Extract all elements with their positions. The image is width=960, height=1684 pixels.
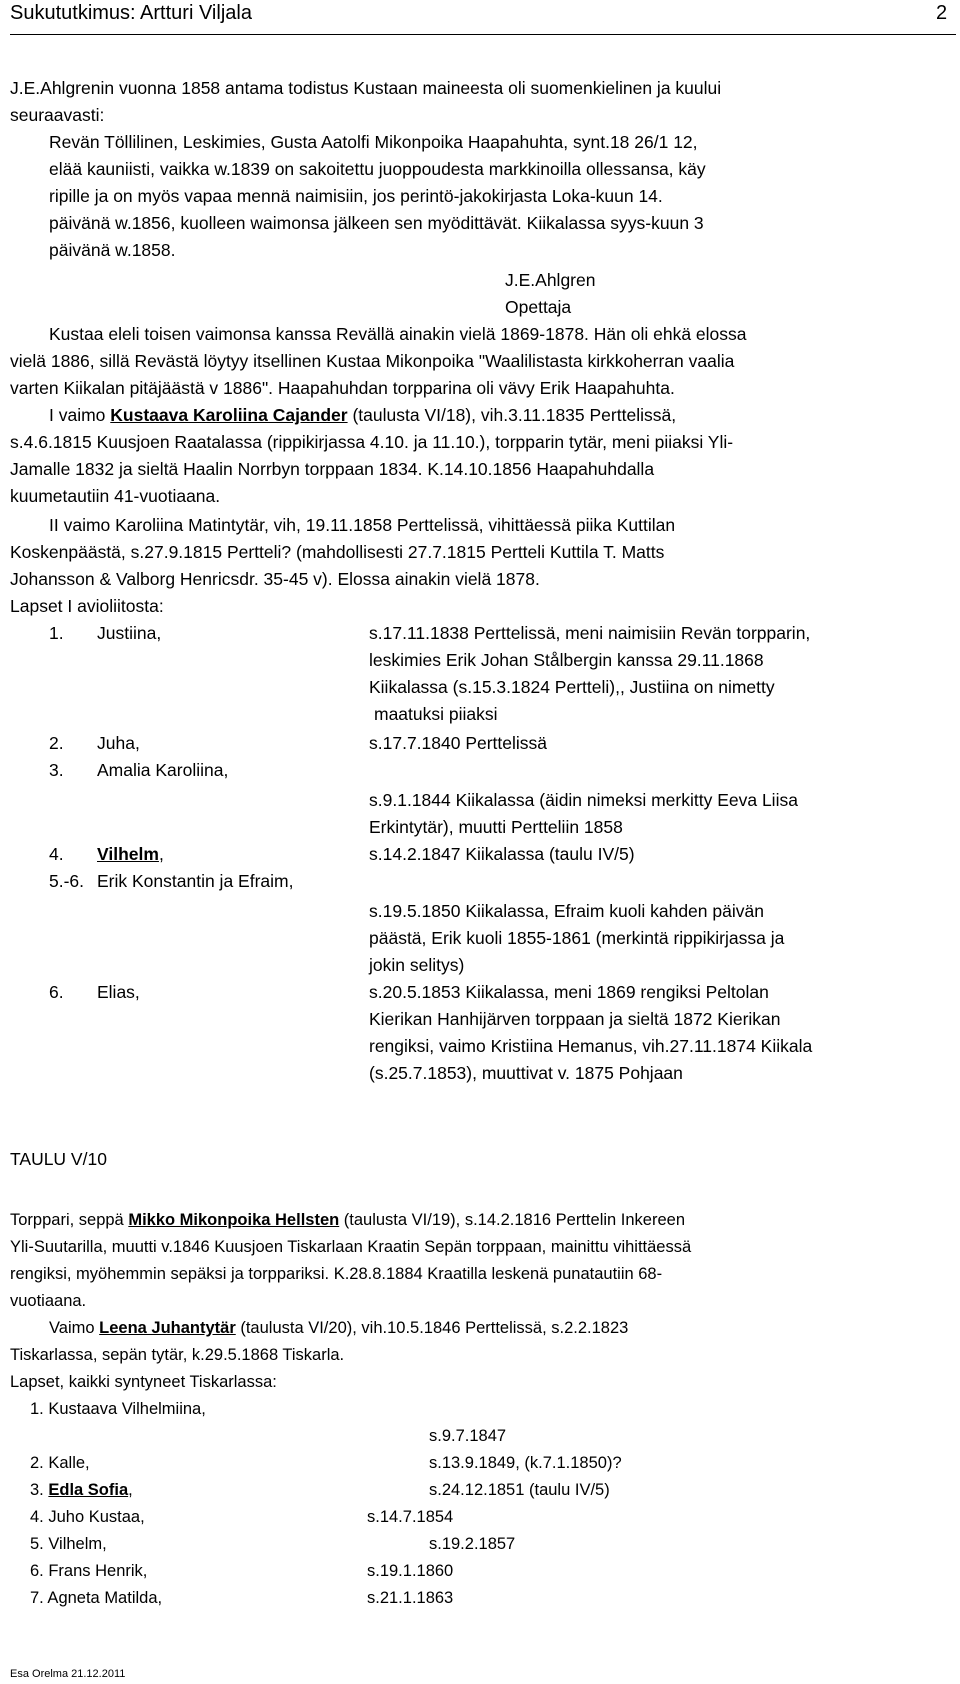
kid-5-date: s.19.2.1857 [429,1535,516,1553]
section2-wife-line-2: Tiskarlassa, sepän tytär, k.29.5.1868 Tiskarla. [10,1346,345,1364]
kid-2-name: 2. Kalle, [30,1454,90,1472]
child-3-detail-2: Erkintytär), muutti Pertteliin 1858 [369,817,623,837]
child-1-detail-2: leskimies Erik Johan Stålbergin kanssa 29.11.1868 [369,650,764,670]
testimony-line-2: seuraavasti: [10,105,105,125]
child-4-detail: s.14.2.1847 Kiikalassa (taulu IV/5) [369,844,635,864]
testimony-quote-1: Revän Töllilinen, Leskimies, Gusta Aatolfi Mikonpoika Haapahuhta, synt.18 26/1 12, [49,132,698,152]
signature-name: J.E.Ahlgren [505,270,596,290]
section2-intro-line-1 [10,1208,685,1232]
header-divider [10,34,956,35]
child-6-detail-2: Kierikan Hanhijärven torppaan ja sieltä 1872 Kierikan [369,1009,781,1029]
child-6-number: 6. [49,982,64,1002]
testimony-quote-2: elää kauniisti, vaikka w.1839 on sakoitettu juoppoudesta markkinoilla ollessansa, käy [49,159,706,179]
child-3-name: Amalia Karoliina, [97,760,229,780]
child-1-detail-4: maatuksi piiaksi [374,704,498,724]
husband-link[interactable]: Mikko Mikonpoika Hellsten [128,1211,340,1229]
child-6-name: Elias, [97,982,140,1002]
child-2-number: 2. [49,733,64,753]
kid-3-date: s.24.12.1851 (taulu IV/5) [429,1481,610,1499]
wife1-link[interactable]: Kustaava Karoliina Cajander [110,405,348,425]
kid-3-link[interactable]: Edla Sofia [48,1481,129,1499]
kid-2-date: s.13.9.1849, (k.7.1.1850)? [429,1454,622,1472]
children-heading: Lapset I avioliitosta: [10,596,164,616]
child-5-name: Erik Konstantin ja Efraim, [97,871,294,891]
child-6-detail-3: rengiksi, vaimo Kristiina Hemanus, vih.27.11.1874 Kiikala [369,1036,813,1056]
body-line-2: vielä 1886, sillä Revästä löytyy itsellinen Kustaa Mikonpoika "Waalilistasta kirkkoherran vaalia [10,351,735,371]
section2-intro-line-3: rengiksi, myöhemmin sepäksi ja torppariksi. K.28.8.1884 Kraatilla leskenä punatautiin 68- [10,1265,663,1283]
wife2-line-1: II vaimo Karoliina Matintytär, vih, 19.11.1858 Perttelissä, vihittäessä piika Kuttilan [49,515,676,535]
body-line-1: Kustaa eleli toisen vaimonsa kanssa Revällä ainakin vielä 1869-1878. Hän oli ehkä elossa [49,324,747,344]
wife1-line-3: Jamalle 1832 ja sieltä Haalin Norrbyn torppaan 1834. K.14.10.1856 Haapahuhdalla [10,459,655,479]
child-4-comma: , [158,844,164,864]
child-5-number: 5.-6. [49,871,85,891]
testimony-line-1: J.E.Ahlgrenin vuonna 1858 antama todistus Kustaan maineesta oli suomenkielinen ja kuului [10,78,722,98]
child-3-number: 3. [49,760,64,780]
section2-intro-line-2: Yli-Suutarilla, muutti v.1846 Kuusjoen Tiskarlaan Kraatin Sepän torppaan, mainittu vihittäessä [10,1238,692,1256]
wife1-prefix: I vaimo [49,405,111,425]
child-5-detail-3: jokin selitys) [369,955,465,975]
child-1-detail-3: Kiikalassa (s.15.3.1824 Pertteli),, Justiina on nimetty [369,677,775,697]
kid-6-date: s.19.1.1860 [367,1562,454,1580]
child-1-detail-1: s.17.11.1838 Perttelissä, meni naimisiin Revän torpparin, [369,623,811,643]
wife2-line-2: Koskenpäästä, s.27.9.1815 Pertteli? (mahdollisesti 27.7.1815 Pertteli Kuttila T. Matts [10,542,665,562]
page-number: 2 [936,2,948,24]
wife-rest: (taulusta VI/20), vih.10.5.1846 Perttelissä, s.2.2.1823 [235,1319,629,1337]
testimony-quote-5: päivänä w.1858. [49,240,176,260]
wife1-rest: (taulusta VI/18), vih.3.11.1835 Perttelissä, [347,405,677,425]
wife1-line [49,403,676,427]
signature-title: Opettaja [505,297,572,317]
kid-4-date: s.14.7.1854 [367,1508,454,1526]
child-1-name: Justiina, [97,623,162,643]
intro-prefix: Torppari, seppä [10,1211,129,1229]
child-1-number: 1. [49,623,64,643]
kid-4-name: 4. Juho Kustaa, [30,1508,145,1526]
kid-7-name: 7. Agneta Matilda, [30,1589,163,1607]
child-5-detail-1: s.19.5.1850 Kiikalassa, Efraim kuoli kahden päivän [369,901,764,921]
wife1-line-2: s.4.6.1815 Kuusjoen Raatalassa (rippikirjassa 4.10. ja 11.10.), torpparin tytär, meni piiaksi Yli- [10,432,734,452]
child-2-name: Juha, [97,733,140,753]
kid-3-prefix: 3. [30,1481,49,1499]
intro-rest: (taulusta VI/19), s.14.2.1816 Perttelin Inkereen [339,1211,685,1229]
section2-children-heading: Lapset, kaikki syntyneet Tiskarlassa: [10,1373,277,1391]
kid-7-date: s.21.1.1863 [367,1589,454,1607]
child-6-detail-4: (s.25.7.1853), muuttivat v. 1875 Pohjaan [369,1063,683,1083]
section2-intro-line-4: vuotiaana. [10,1292,87,1310]
testimony-quote-3: ripille ja on myös vapaa mennä naimisiin, jos perintö-jakokirjasta Loka-kuun 14. [49,186,663,206]
kid-1-date: s.9.7.1847 [429,1427,507,1445]
child-2-detail: s.17.7.1840 Perttelissä [369,733,548,753]
child-4-name [97,842,164,866]
wife2-line-3: Johansson & Valborg Henricsdr. 35-45 v). Elossa ainakin vielä 1878. [10,569,540,589]
kid-1-name: 1. Kustaava Vilhelmiina, [30,1400,206,1418]
wife1-line-4: kuumetautiin 41-vuotiaana. [10,486,221,506]
child-5-detail-2: päästä, Erik kuoli 1855-1861 (merkintä rippikirjassa ja [369,928,785,948]
child-3-detail-1: s.9.1.1844 Kiikalassa (äidin nimeksi merkitty Eeva Liisa [369,790,798,810]
section2-wife-line-1 [49,1316,628,1340]
kid-3-name [30,1478,133,1502]
kid-5-name: 5. Vilhelm, [30,1535,107,1553]
child-6-detail-1: s.20.5.1853 Kiikalassa, meni 1869 rengiksi Peltolan [369,982,769,1002]
child-4-number: 4. [49,844,64,864]
footer-text: Esa Orelma 21.12.2011 [10,1668,126,1680]
section-heading: TAULU V/10 [10,1149,107,1169]
wife-link[interactable]: Leena Juhantytär [99,1319,236,1337]
page-header-title: Sukututkimus: Artturi Viljala [10,2,252,24]
kid-3-comma: , [128,1481,133,1499]
body-line-3: varten Kiikalan pitäjäästä v 1886". Haapahuhdan torpparina oli vävy Erik Haapahuhta. [10,378,675,398]
kid-6-name: 6. Frans Henrik, [30,1562,148,1580]
wife-prefix: Vaimo [49,1319,100,1337]
testimony-quote-4: päivänä w.1856, kuolleen waimonsa jälkeen sen myödittävät. Kiikalassa syys-kuun 3 [49,213,704,233]
child-4-link[interactable]: Vilhelm [97,844,159,864]
